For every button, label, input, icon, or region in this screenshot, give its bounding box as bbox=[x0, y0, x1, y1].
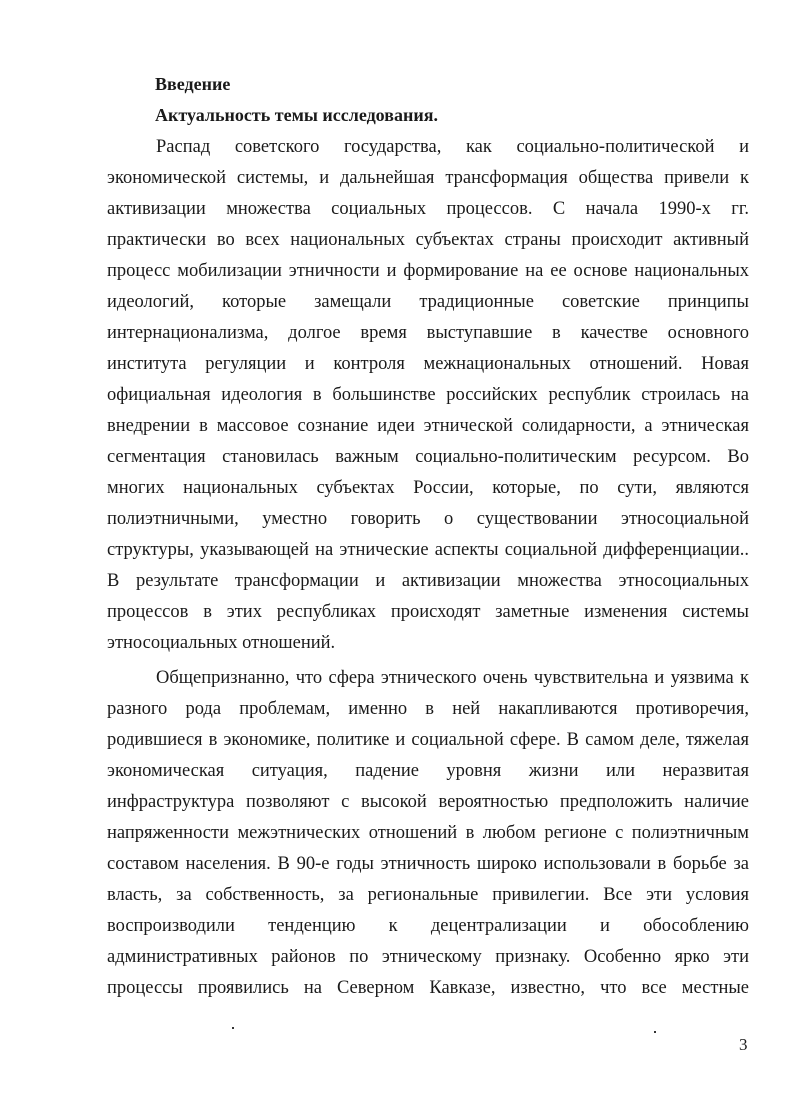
scan-speck bbox=[654, 1031, 656, 1033]
paragraph-line: активизации множества социальных процессов. С начала 1990-х гг. bbox=[107, 199, 749, 219]
paragraph-line: института регуляции и контроля межнациональных отношений. Новая bbox=[107, 354, 749, 374]
paragraph-1 bbox=[107, 132, 749, 659]
paragraph-line: идеологий, которые замещали традиционные советские принципы bbox=[107, 292, 749, 312]
subsection-heading-relevance: Актуальность темы исследования. bbox=[155, 105, 438, 125]
paragraph-line: структуры, указывающей на этнические аспекты социальной дифференциации.. bbox=[107, 540, 749, 560]
paragraph-2 bbox=[107, 663, 749, 1004]
paragraph-line: экономической системы, и дальнейшая трансформация общества привели к bbox=[107, 168, 749, 188]
paragraph-line: составом населения. В 90-е годы этничность широко использовали в борьбе за bbox=[107, 854, 749, 874]
paragraph-line: внедрении в массовое сознание идеи этнической солидарности, а этническая bbox=[107, 416, 749, 436]
page-number: 3 bbox=[739, 1035, 748, 1054]
paragraph-line: напряженности межэтнических отношений в любом регионе с полиэтничным bbox=[107, 823, 749, 843]
paragraph-line: воспроизводили тенденцию к децентрализации и обособлению bbox=[107, 916, 749, 936]
paragraph-line: власть, за собственность, за региональные привилегии. Все эти условия bbox=[107, 885, 749, 905]
paragraph-line: родившиеся в экономике, политике и социальной сфере. В самом деле, тяжелая bbox=[107, 730, 749, 750]
paragraph-line: сегментация становилась важным социально-политическим ресурсом. Во bbox=[107, 447, 749, 467]
paragraph-line: административных районов по этническому признаку. Особенно ярко эти bbox=[107, 947, 749, 967]
paragraph-line: экономическая ситуация, падение уровня жизни или неразвитая bbox=[107, 761, 749, 781]
paragraph-line: процессы проявились на Северном Кавказе, известно, что все местные bbox=[107, 978, 749, 998]
paragraph-line: В результате трансформации и активизации множества этносоциальных bbox=[107, 571, 749, 591]
paragraph-line: интернационализма, долгое время выступавшие в качестве основного bbox=[107, 323, 749, 343]
paragraph-line: этносоциальных отношений. bbox=[107, 633, 336, 653]
paragraph-line: инфраструктура позволяют с высокой вероятностью предположить наличие bbox=[107, 792, 749, 812]
paragraph-line: многих национальных субъектах России, которые, по сути, являются bbox=[107, 478, 749, 498]
paragraph-line: официальная идеология в большинстве российских республик строилась на bbox=[107, 385, 749, 405]
scan-speck bbox=[232, 1027, 234, 1029]
paragraph-line: Распад советского государства, как социально-политической и bbox=[156, 137, 749, 157]
paragraph-line: практически во всех национальных субъектах страны происходит активный bbox=[107, 230, 749, 250]
paragraph-line: разного рода проблемам, именно в ней накапливаются противоречия, bbox=[107, 699, 749, 719]
paragraph-line: полиэтничными, уместно говорить о существовании этносоциальной bbox=[107, 509, 749, 529]
paragraph-line: процессов в этих республиках происходят заметные изменения системы bbox=[107, 602, 749, 622]
paragraph-line: процесс мобилизации этничности и формирование на ее основе национальных bbox=[107, 261, 749, 281]
paragraph-line: Общепризнанно, что сфера этнического очень чувствительна и уязвима к bbox=[156, 668, 749, 688]
section-heading-introduction: Введение bbox=[155, 74, 231, 94]
